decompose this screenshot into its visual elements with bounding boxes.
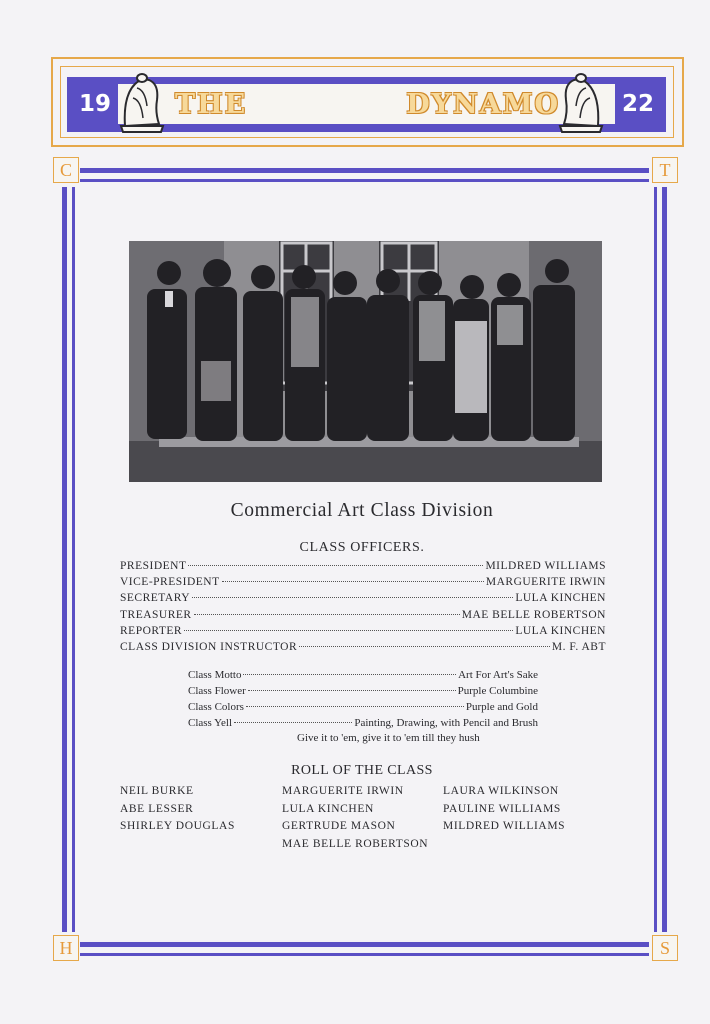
class-group-photo [129, 241, 602, 482]
corner-letter-bottom-right: S [652, 935, 678, 961]
roll-name: MARGUERITE IRWIN [282, 785, 404, 797]
dot-leader [246, 706, 464, 707]
officer-row [120, 592, 606, 608]
roll-name: LAURA WILKINSON [443, 785, 559, 797]
officer-role: CLASS DIVISION INSTRUCTOR [120, 641, 298, 653]
roll-column-2 [282, 785, 428, 855]
officer-role: VICE-PRESIDENT [120, 576, 220, 588]
roll-column-3 [443, 785, 565, 838]
corner-letter-top-left: C [53, 157, 79, 183]
frame-right-rule-inner [654, 187, 657, 932]
officer-role: PRESIDENT [120, 560, 187, 572]
officer-name: LULA KINCHEN [515, 625, 606, 637]
class-info-label: Class Motto [188, 669, 242, 681]
frame-left-rule [62, 187, 67, 932]
officer-name: MAE BELLE ROBERTSON [461, 609, 606, 621]
bell-icon [558, 66, 608, 136]
roll-name: LULA KINCHEN [282, 802, 374, 815]
class-info-row [188, 701, 538, 717]
officers-heading: CLASS OFFICERS. [299, 540, 425, 555]
corner-letter-top-right: T [652, 157, 678, 183]
roll-name: GERTRUDE MASON [282, 820, 396, 832]
class-info-label: Class Flower [188, 685, 246, 697]
class-info-value: Art For Art's Sake [458, 669, 538, 681]
corner-letter-bottom-left: H [53, 935, 79, 961]
class-info-row [188, 685, 538, 701]
frame-bottom-rule-inner [80, 953, 649, 956]
year-left: 19 [72, 84, 118, 124]
class-info-row [188, 717, 538, 733]
dot-leader [243, 674, 456, 675]
frame-bottom-rule [80, 942, 649, 947]
page-title [175, 84, 560, 124]
officer-name: MILDRED WILLIAMS [485, 560, 606, 572]
dot-leader [222, 581, 484, 582]
frame-right-rule [662, 187, 667, 932]
officer-row [120, 641, 606, 657]
officer-role: TREASURER [120, 609, 192, 621]
officer-name: M. F. ABT [551, 641, 606, 653]
officer-row [120, 560, 606, 576]
officer-name: LULA KINCHEN [515, 592, 606, 604]
class-info-label: Class Colors [188, 701, 244, 713]
title-word-dynamo: DYNAMO [406, 88, 560, 120]
roll-name: PAULINE WILLIAMS [443, 802, 561, 815]
class-info-value: Painting, Drawing, with Pencil and Brush [354, 717, 538, 729]
class-yell-line-2: Give it to 'em, give it to 'em till they hush [297, 732, 480, 744]
dot-leader [248, 690, 456, 691]
officer-row [120, 609, 606, 625]
frame-left-rule-inner [72, 187, 75, 932]
class-info-value: Purple Columbine [457, 685, 538, 697]
dot-leader [299, 646, 550, 647]
class-info-value: Purple and Gold [465, 701, 538, 713]
class-info-row [188, 669, 538, 685]
roll-column-1 [120, 785, 235, 838]
division-title: Commercial Art Class Division [230, 500, 494, 521]
roll-heading: ROLL OF THE CLASS [291, 763, 433, 778]
bell-icon [115, 66, 165, 136]
title-word-the: THE [175, 88, 248, 120]
roll-name: MAE BELLE ROBERTSON [282, 837, 429, 850]
dot-leader [184, 630, 513, 631]
dot-leader [234, 722, 352, 723]
roll-name: SHIRLEY DOUGLAS [120, 820, 235, 832]
dot-leader [188, 565, 483, 566]
year-right: 22 [615, 84, 661, 124]
dot-leader [192, 597, 513, 598]
officer-role: REPORTER [120, 625, 183, 637]
roll-name: NEIL BURKE [120, 785, 194, 797]
officer-row [120, 625, 606, 641]
frame-top-rule-inner [80, 179, 649, 182]
class-info-label: Class Yell [188, 717, 233, 729]
officer-role: SECRETARY [120, 592, 191, 604]
officer-row [120, 576, 606, 592]
dot-leader [194, 614, 460, 615]
officer-name: MARGUERITE IRWIN [485, 576, 606, 588]
roll-name: ABE LESSER [120, 802, 194, 815]
frame-top-rule [80, 168, 649, 173]
roll-name: MILDRED WILLIAMS [443, 820, 566, 832]
